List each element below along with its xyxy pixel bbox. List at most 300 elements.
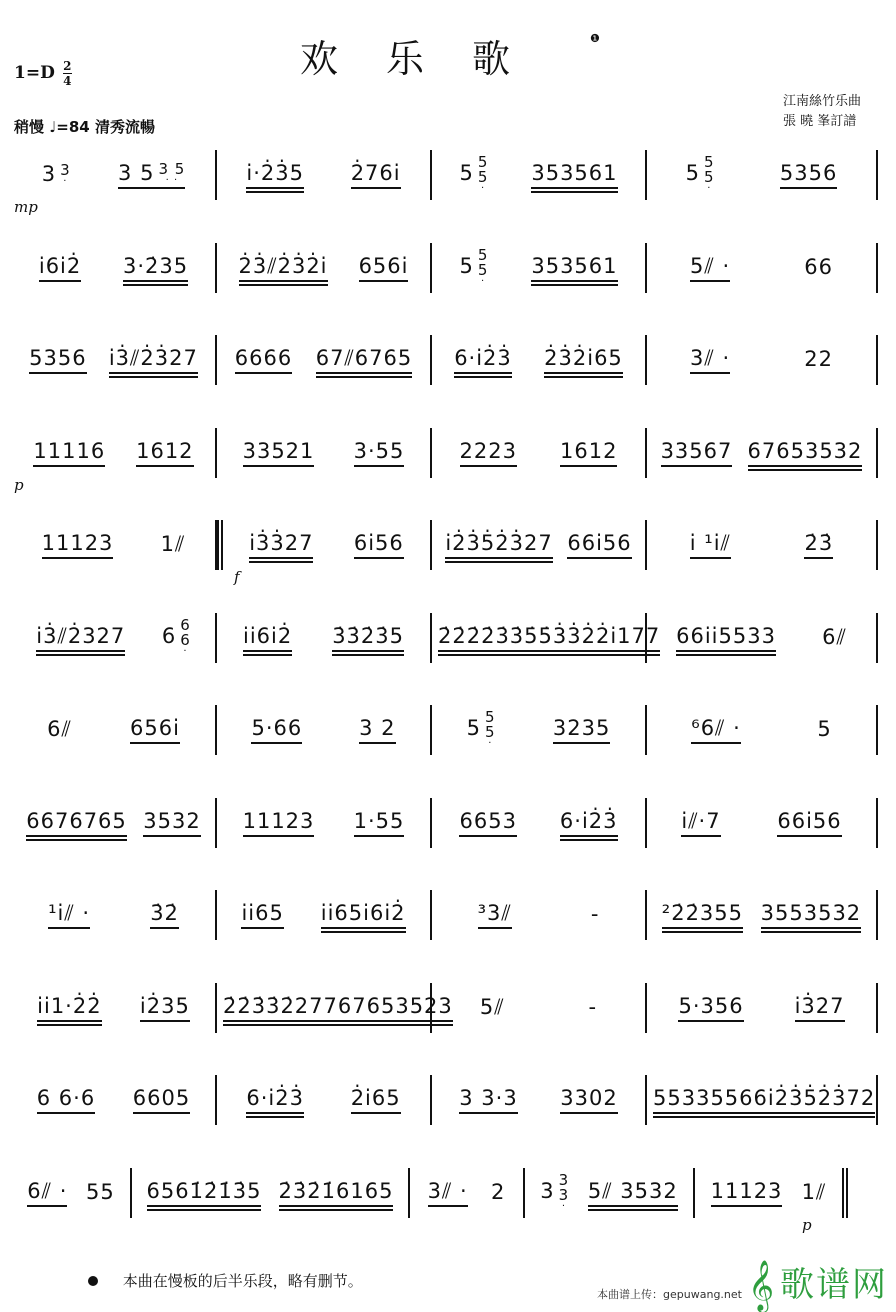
note-text: 6676765 — [26, 808, 127, 833]
note-text: 6i56 — [353, 531, 404, 555]
note-group — [150, 901, 179, 929]
harmony-note: 3 — [60, 161, 71, 180]
note-text: ii65 — [241, 901, 284, 925]
note-group — [249, 531, 313, 559]
note-text: 6⫽ — [822, 624, 847, 649]
note-group — [37, 1086, 95, 1114]
measure — [432, 798, 647, 848]
measure — [12, 520, 217, 570]
note-group — [48, 901, 90, 929]
note-text: 2̇i65 — [350, 1086, 401, 1110]
note-group — [354, 809, 405, 837]
note-text: - — [590, 902, 600, 926]
note-group — [591, 902, 600, 928]
dynamic-marking: mp — [14, 198, 38, 216]
note-text: 2̇76i — [350, 161, 401, 185]
note-group — [161, 532, 186, 558]
measure — [217, 428, 432, 478]
harmony-note: 5 — [485, 708, 496, 726]
note-group — [354, 439, 405, 467]
measure — [695, 1168, 848, 1218]
note-text: i6i2̇ — [38, 253, 82, 278]
note-text: i·2̇3̇5 — [246, 161, 304, 185]
notation-line — [12, 613, 878, 663]
measure — [12, 798, 217, 848]
note-text: 11123 — [710, 1178, 783, 1203]
note-group — [36, 624, 125, 652]
note-group — [686, 155, 715, 195]
measure — [432, 983, 647, 1033]
harmony-note: · — [63, 176, 68, 188]
note-group — [588, 1179, 678, 1207]
note-group — [243, 809, 315, 837]
note-text: ²2̇2̇355 — [661, 901, 744, 925]
note-text: 3553532 — [760, 901, 862, 925]
note-text: 11123 — [242, 808, 315, 833]
note-group — [223, 994, 338, 1022]
harmony-note: 5 — [704, 153, 715, 171]
note-group — [332, 624, 404, 652]
note-text: 55335566 — [653, 1086, 768, 1110]
measure — [12, 243, 217, 293]
note-group — [768, 1086, 875, 1114]
note-text: 6653 — [459, 808, 517, 833]
tempo-marking: 稍慢 ♩=84 清秀流暢 — [14, 118, 155, 136]
harmony-note: 5 — [485, 723, 496, 741]
credit-block — [783, 92, 861, 132]
measure — [647, 705, 878, 755]
notation-line — [12, 890, 878, 940]
harmony-stack — [478, 155, 489, 193]
note-text: 6666 — [234, 346, 293, 370]
harmony-stack — [477, 245, 489, 287]
note-text: 3·2̇35 — [122, 253, 189, 278]
dynamic-marking: f — [234, 568, 240, 586]
note-group — [662, 901, 743, 929]
note-text: ii65i6i2̇ — [320, 901, 406, 925]
measure — [647, 335, 878, 385]
note-group — [47, 717, 72, 743]
note-group — [804, 255, 833, 281]
note-text: 5 — [817, 717, 832, 741]
note-group — [243, 624, 292, 652]
measure — [432, 613, 661, 663]
note-group — [777, 809, 841, 837]
measure — [432, 520, 647, 570]
note-text: i⫽·7 — [681, 808, 721, 833]
harmony-stack — [485, 710, 496, 748]
measure — [647, 428, 878, 478]
measure — [647, 890, 878, 940]
note-text: 67653532 — [747, 438, 863, 463]
note-text: 3302 — [560, 1086, 618, 1110]
measure — [12, 335, 217, 385]
note-group — [748, 439, 863, 467]
note-text: 2̇3̇2̇1̇6165 — [278, 1178, 394, 1203]
note-text: ⁶6⫽ · — [691, 716, 741, 740]
note-text: 6⫽ — [47, 717, 72, 741]
note-text: 5 — [459, 161, 474, 185]
note-group — [822, 625, 847, 651]
note-group — [460, 439, 517, 467]
measure — [12, 1075, 217, 1125]
note-text: 2̇3̇2̇i65 — [544, 346, 623, 370]
harmony-stack — [60, 163, 71, 186]
measure — [432, 705, 647, 755]
note-text: 11116 — [33, 438, 106, 463]
note-group — [540, 1170, 570, 1213]
harmony-note: 3 — [558, 1185, 570, 1204]
measure — [12, 983, 217, 1033]
measure — [432, 243, 647, 293]
note-group — [235, 346, 292, 374]
note-text: 5 — [685, 161, 701, 185]
note-group — [817, 717, 831, 743]
measure — [525, 1168, 695, 1218]
note-group — [560, 439, 617, 467]
note-text: 6·i2̇3̇ — [559, 808, 618, 833]
note-text: 6·i2̇3̇ — [454, 346, 512, 370]
measure — [432, 150, 647, 200]
footnote-text: 本曲在慢板的后半乐段，略有删节。 — [122, 1272, 363, 1290]
note-group — [678, 994, 743, 1022]
note-text: 6561̇2̇1̇3̇5 — [146, 1178, 262, 1203]
note-text: 67653523 — [337, 993, 453, 1018]
notation-line — [12, 428, 878, 494]
note-text: ³3⫽ — [477, 901, 512, 925]
harmony-note: · — [488, 738, 493, 749]
notation-line — [12, 798, 878, 848]
harmony-note: 5 — [477, 245, 489, 264]
note-text: ¹i⫽ · — [48, 901, 91, 925]
note-text: 5 — [466, 716, 482, 740]
note-group — [147, 1179, 262, 1207]
note-text: 66i56 — [567, 531, 632, 555]
harmony-note: · · — [165, 175, 179, 187]
note-text: 2̇2̇3̇3̇2̇277 — [223, 993, 338, 1018]
note-text: 5356 — [779, 161, 838, 185]
title-footnote-ref: ❶ — [590, 32, 600, 45]
note-text: 2223 — [459, 438, 517, 463]
note-text: 67⫽6765 — [315, 346, 413, 370]
note-text: 1⫽ — [801, 1179, 827, 1204]
note-group — [354, 531, 404, 559]
note-text: 656i — [129, 716, 180, 740]
note-group — [251, 716, 302, 744]
footnote-mark-icon — [88, 1276, 98, 1286]
note-text: 3⫽ · — [427, 1178, 468, 1203]
note-group — [761, 901, 862, 929]
measure — [217, 520, 432, 570]
note-text: 3 5 — [118, 160, 155, 185]
measure — [647, 1075, 878, 1125]
note-group — [567, 531, 631, 559]
note-group — [241, 901, 283, 929]
note-text: 3̇3̇2̇3̇5 — [332, 623, 404, 648]
note-group — [359, 254, 409, 282]
measure — [432, 428, 647, 478]
note-group — [478, 901, 512, 929]
note-group — [109, 346, 198, 374]
note-text: i ¹i⫽ — [689, 531, 731, 555]
note-group — [246, 161, 304, 189]
note-text: 1⫽ — [160, 532, 186, 556]
measure — [217, 243, 432, 293]
note-text: 5·356 — [678, 993, 744, 1018]
note-group — [560, 809, 618, 837]
harmony-note: · — [481, 183, 486, 194]
note-group — [681, 809, 720, 837]
note-group — [133, 1086, 190, 1114]
note-group — [42, 162, 71, 189]
note-text: 3 — [41, 161, 57, 186]
note-text: 2̇3̇⫽2̇3̇2̇i — [238, 253, 328, 278]
measure — [647, 520, 878, 570]
measure — [647, 243, 878, 293]
harmony-note: 5 — [477, 168, 489, 186]
measure — [410, 1168, 525, 1218]
note-group — [459, 1086, 517, 1114]
note-text: i3̇⫽2̇3̇27 — [108, 346, 198, 370]
note-text: 3 3·3 — [459, 1086, 518, 1110]
note-group — [804, 347, 833, 373]
note-group — [445, 531, 552, 559]
note-group — [118, 161, 185, 190]
measure — [12, 428, 217, 478]
measure — [432, 335, 647, 385]
note-text: 3 — [540, 1178, 555, 1203]
note-group — [690, 531, 731, 559]
note-text: 2̇2̇2̇2̇3̇3̇5̇5̇ — [438, 623, 553, 648]
note-group — [690, 254, 730, 282]
dynamic-marking: p — [14, 475, 24, 494]
notation-line — [12, 1075, 878, 1125]
note-text: i3̇⫽2̇327 — [36, 623, 126, 648]
notation-line — [12, 1168, 878, 1234]
note-group — [359, 716, 395, 744]
note-text: 1612 — [136, 438, 194, 463]
measure — [12, 890, 217, 940]
measure — [217, 1075, 432, 1125]
measure — [647, 613, 878, 663]
note-text: ii1·2̇2̇ — [37, 993, 102, 1018]
notation-line — [12, 705, 878, 755]
note-group — [560, 1086, 617, 1114]
harmony-note: 6 — [180, 630, 191, 649]
note-group — [676, 624, 776, 652]
notation-line — [12, 983, 878, 1033]
note-group — [531, 161, 617, 189]
harmony-note: · — [481, 275, 486, 287]
dynamic-marking: p — [802, 1215, 812, 1234]
note-group — [795, 994, 845, 1022]
note-group — [459, 245, 489, 288]
note-text: 6⫽ · — [27, 1178, 68, 1203]
measure — [217, 890, 432, 940]
note-group — [136, 439, 193, 467]
note-text: i2̇35 — [139, 993, 190, 1018]
watermark-small-text: 本曲谱上传：gepuwang.net — [597, 1288, 742, 1301]
note-group — [491, 1180, 505, 1206]
note-text: 5 — [459, 253, 474, 278]
note-group — [459, 155, 488, 195]
credit-arranger: 張 曉 峯訂譜 — [783, 114, 857, 129]
note-group — [553, 716, 610, 744]
note-group — [691, 716, 741, 744]
note-text: 33521 — [242, 438, 315, 463]
treble-clef-icon: 𝄞 — [747, 1260, 774, 1311]
note-group — [711, 1179, 783, 1207]
note-text: 3·55 — [353, 438, 405, 463]
note-text: 22 — [804, 347, 833, 371]
note-text: 3̇3̇2̇2̇i177 — [552, 623, 661, 648]
note-text: 6 — [161, 623, 177, 648]
note-group — [428, 1179, 468, 1207]
page-title: 欢乐歌 — [300, 37, 559, 81]
note-text: 5356 — [29, 346, 87, 370]
harmony-note: 3 — [558, 1170, 570, 1189]
note-group — [454, 346, 512, 374]
note-group — [321, 901, 406, 929]
measure — [217, 798, 432, 848]
note-group — [33, 439, 105, 467]
measure — [12, 1168, 132, 1218]
note-group — [140, 994, 190, 1022]
measure — [217, 705, 432, 755]
note-text: i2̇3̇5̇2̇3̇72 — [767, 1086, 876, 1110]
note-text: 5⫽ — [479, 994, 505, 1019]
measure — [217, 983, 453, 1033]
watermark — [597, 1257, 888, 1311]
harmony-note: · — [183, 645, 188, 657]
note-group — [39, 254, 81, 282]
measure — [12, 150, 217, 200]
note-text: - — [588, 994, 598, 1019]
measure — [217, 613, 432, 663]
note-text: i2̇3̇5̇2̇3̇27 — [445, 531, 553, 555]
notation-line — [12, 243, 878, 293]
note-text: 1612 — [560, 438, 618, 463]
harmony-stack — [558, 1170, 570, 1212]
harmony-note: · — [707, 183, 712, 194]
note-group — [239, 254, 328, 282]
note-group — [780, 161, 837, 189]
note-group — [653, 1086, 768, 1114]
note-text: 3⫽ · — [690, 346, 731, 370]
note-text: 5⫽ · — [690, 253, 731, 278]
note-group — [161, 615, 191, 658]
note-group — [351, 161, 401, 189]
harmony-note: 3 5 — [158, 160, 186, 179]
measure — [132, 1168, 410, 1218]
note-group — [690, 346, 730, 374]
note-text: i3̇3̇27 — [249, 531, 314, 555]
note-group — [544, 346, 623, 374]
note-text: 2 — [490, 1179, 506, 1204]
note-text: i3̇27 — [794, 993, 845, 1018]
note-group — [438, 624, 553, 652]
note-group — [661, 439, 733, 467]
harmony-note: 5 — [477, 153, 489, 171]
note-text: 6 6·6 — [36, 1086, 96, 1110]
measure — [432, 1075, 647, 1125]
note-text: 3 2 — [359, 716, 396, 740]
note-text: 3̇2̇ — [150, 901, 179, 925]
note-text: 5⫽ 3532 — [587, 1178, 678, 1203]
measure — [432, 890, 647, 940]
note-group — [802, 1180, 827, 1206]
note-group — [316, 346, 413, 374]
note-group — [459, 809, 516, 837]
harmony-note: 5 — [477, 260, 489, 279]
note-group — [86, 1180, 115, 1206]
key-signature — [14, 60, 72, 87]
notation-line — [12, 150, 878, 216]
note-group — [26, 809, 127, 837]
time-bottom: 4 — [63, 74, 72, 88]
note-group — [804, 531, 833, 559]
note-text: 66 — [804, 254, 833, 279]
harmony-note: 5 — [704, 168, 715, 186]
note-group — [246, 1086, 304, 1114]
note-group — [123, 254, 188, 282]
note-text: 3532 — [143, 808, 201, 833]
note-group — [29, 346, 86, 374]
note-text: 66ii5533 — [676, 623, 776, 648]
measure — [647, 798, 878, 848]
note-group — [130, 716, 180, 744]
note-text: 6605 — [132, 1086, 191, 1110]
harmony-stack — [704, 155, 715, 193]
note-group — [467, 710, 496, 750]
harmony-note: 6 — [180, 615, 191, 634]
measure — [12, 613, 217, 663]
note-text: 353561 — [531, 161, 618, 185]
key-label: 1=D — [14, 63, 55, 83]
note-text: ii6i2̇ — [242, 623, 293, 648]
note-text: 55 — [85, 1179, 115, 1204]
note-text: 353561 — [531, 253, 618, 278]
note-group — [553, 624, 660, 652]
footnote — [88, 1270, 363, 1291]
note-text: 66i56 — [777, 808, 842, 833]
note-text: 656i — [358, 253, 409, 278]
harmony-stack — [180, 615, 191, 657]
note-group — [37, 994, 101, 1022]
notation-line — [12, 335, 878, 385]
measure — [217, 335, 432, 385]
measure — [647, 150, 878, 200]
note-text: 5·66 — [251, 716, 303, 740]
note-text: 33567 — [660, 438, 733, 463]
note-group — [279, 1179, 394, 1207]
note-group — [143, 809, 200, 837]
note-text: 6·i2̇3̇ — [246, 1086, 304, 1110]
notation-line — [12, 520, 878, 586]
measure — [217, 150, 432, 200]
note-text: 1·55 — [353, 808, 405, 833]
note-group — [351, 1086, 401, 1114]
measure — [647, 983, 878, 1033]
note-group — [589, 995, 598, 1021]
watermark-site-name: 歌谱网 — [780, 1265, 888, 1305]
credit-genre: 江南絲竹乐曲 — [783, 94, 862, 109]
note-group — [531, 254, 617, 282]
measure — [12, 705, 217, 755]
time-top: 2 — [63, 59, 72, 73]
note-text: 3235 — [552, 716, 611, 740]
note-group — [243, 439, 315, 467]
